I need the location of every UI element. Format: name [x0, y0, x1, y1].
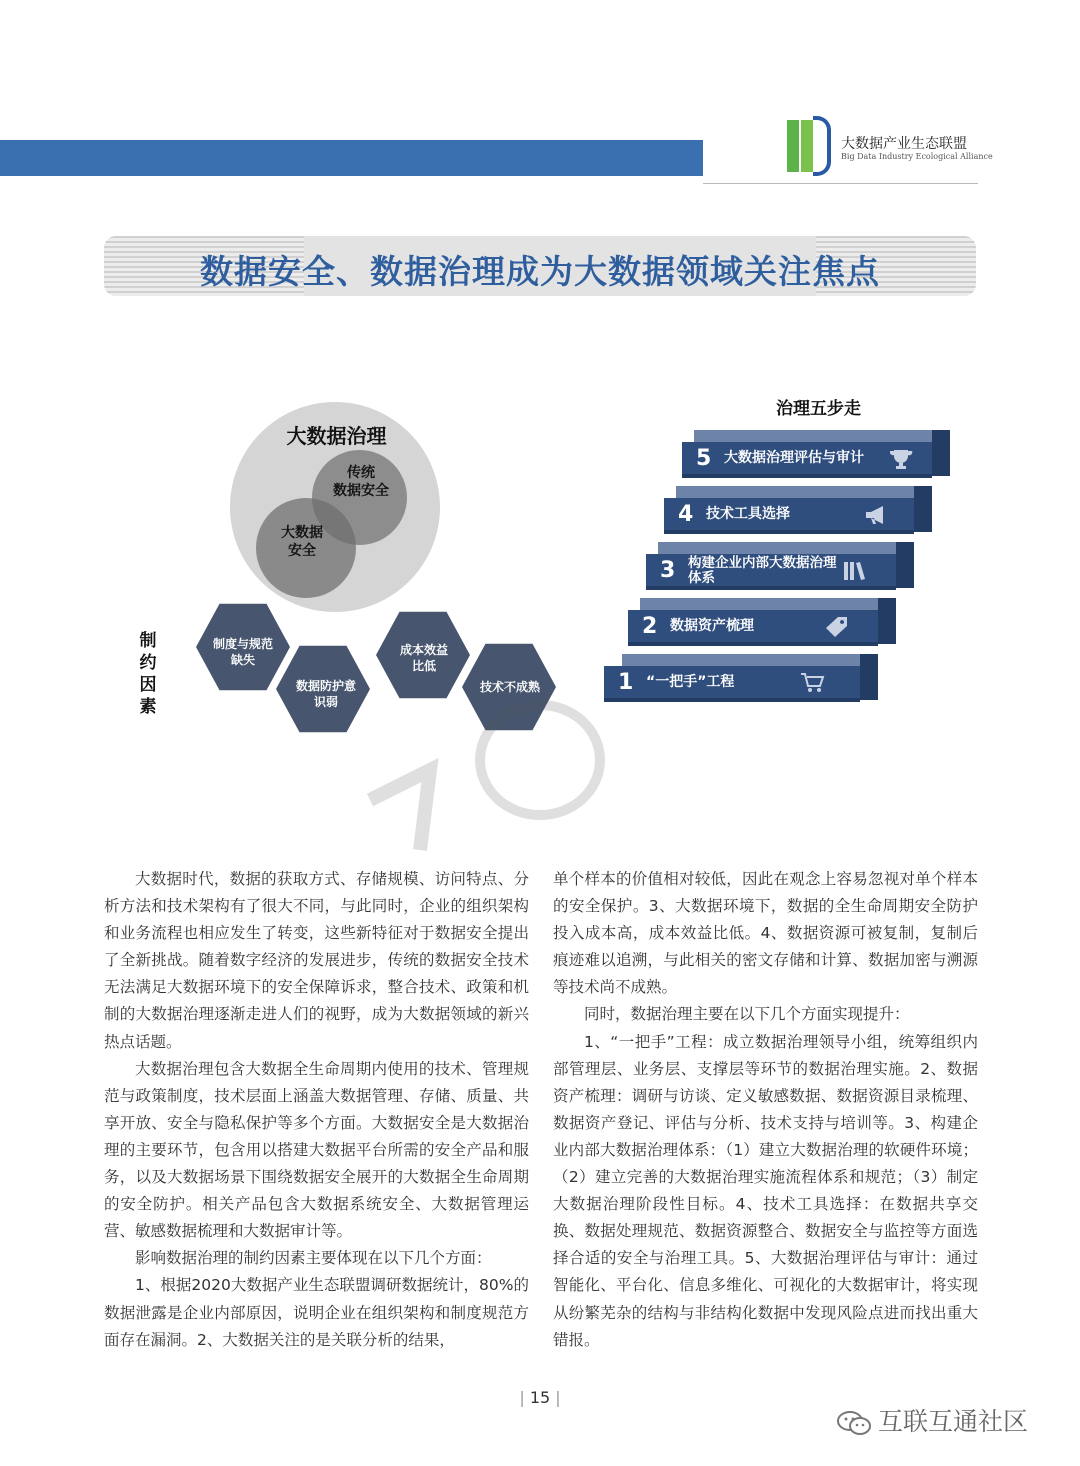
- governance-figure: [104, 380, 976, 750]
- alliance-logo: [787, 116, 993, 178]
- paragraph: 1、根据2020大数据产业生态联盟调研数据统计，80%的数据泄露是企业内部原因，说明企业在组织架构和制度规范方面存在漏洞。2、大数据关注的是关联分析的结果，: [104, 1276, 529, 1349]
- constraint-label-2: 数据防护意识弱: [296, 679, 357, 709]
- step-number: 3: [660, 558, 676, 583]
- paragraph: 影响数据治理的制约因素主要体现在以下几个方面：: [135, 1249, 492, 1268]
- step-label: 构建企业内部大数据治理体系: [688, 555, 837, 586]
- wechat-icon: [836, 1410, 872, 1436]
- step-number: 4: [678, 502, 694, 527]
- paragraph: 1、“一把手”工程：成立数据治理领导小组，统筹组织内部管理层、业务层、支撑层等环节的数据治理实施。2、数据资产梳理：调研与访谈、定义敏感数据、数据资源目录梳理、数据资产登记、评估与分析、技术支持与培训等。3、构建企业内部大数据治理体系：（1）建立大数据治理的软硬件环境；（2）建立完善的大数据治理实施流程体系和规范；（3）制定大数据治理阶段性目标。4、技术工具选择：在数据共享交换、数据处理规范、数据资源整合、数据安全与监控等方面选择合适的安全与治理工具。5、大数据治理评估与审计：通过智能化、平台化、信息多维化、可视化的大数据审计，将实现从纷繁芜杂的结构与非结构化数据中发现风险点进而找出重大错报。: [553, 1032, 978, 1349]
- step-label: 数据资产梳理: [670, 618, 754, 634]
- governance-title: 大数据治理: [286, 424, 387, 448]
- body-left-column: [104, 866, 529, 1354]
- tag-icon: [824, 616, 850, 638]
- wechat-account-name: 互联互通社区: [878, 1407, 1029, 1436]
- paragraph: 大数据时代，数据的获取方式、存储规模、访问特点、分析方法和技术架构有了很大不同，与此同时，企业的组织架构和业务流程也相应发生了转变，这些新特征对于数据安全提出了全新挑战。随着数字经济的发展进步，传统的数据安全技术无法满足大数据环境下的安全保障诉求，整合技术、政策和机制的大数据治理逐渐走进人们的视野，成为大数据领域的新兴热点话题。: [104, 870, 529, 1051]
- step-label: 技术工具选择: [706, 506, 790, 522]
- step-1: [604, 666, 860, 702]
- constraint-label-4: 技术不成熟: [479, 680, 540, 694]
- step-5: [682, 442, 932, 478]
- page-number: | 15 |: [519, 1388, 561, 1407]
- constraint-label-3: 成本效益比低: [399, 643, 448, 673]
- step-number: 2: [642, 614, 658, 639]
- title-banner: [104, 236, 976, 296]
- step-label: “一把手”工程: [646, 674, 735, 690]
- step-label: 大数据治理评估与审计: [724, 450, 864, 466]
- paragraph: 单个样本的价值相对较低，因此在观念上容易忽视对单个样本的安全保护。3、大数据环境下，数据的全生命周期安全防护投入成本高，成本效益比低。4、数据资源可被复制，复制后痕迹难以追溯，与此相关的密文存储和计算、数据加密与溯源等技术尚不成熟。: [553, 870, 978, 997]
- megaphone-icon: [864, 504, 890, 526]
- wechat-watermark: [836, 1402, 1028, 1438]
- header-bar: [0, 140, 703, 176]
- org-name: 大数据产业生态联盟: [841, 136, 967, 152]
- paragraph: 同时，数据治理主要在以下几个方面实现提升：: [584, 1005, 910, 1024]
- step-3: [646, 554, 896, 590]
- page-title: 数据安全、数据治理成为大数据领域关注焦点: [200, 252, 880, 291]
- page-number-value: 15: [529, 1388, 551, 1407]
- body-right-column: [553, 866, 978, 1354]
- constraint-label: 制约因素: [139, 631, 157, 717]
- step-number: 1: [618, 670, 634, 695]
- steps-title: 治理五步走: [776, 399, 861, 419]
- step-2: [628, 610, 878, 646]
- step-number: 5: [696, 446, 712, 471]
- header-rule: [703, 183, 978, 184]
- cart-icon: [800, 672, 826, 694]
- bd-logo-icon: [787, 116, 831, 178]
- traditional-security-label: 传统 数据安全: [333, 465, 389, 499]
- constraint-label-1: 制度与规范缺失: [212, 637, 273, 667]
- trophy-icon: [888, 448, 914, 470]
- paragraph: 大数据治理包含大数据全生命周期内使用的技术、管理规范与政策制度，技术层面上涵盖大数据管理、存储、质量、共享开放、安全与隐私保护等多个方面。大数据安全是大数据治理的主要环节，包含用以搭建大数据平台所需的安全产品和服务，以及大数据场景下围绕数据安全展开的大数据全生命周期的安全防护。相关产品包含大数据系统安全、大数据管理运营、敏感数据梳理和大数据审计等。: [104, 1059, 529, 1241]
- bigdata-security-label: 大数据 安全: [281, 525, 323, 559]
- org-name-en: Big Data Industry Ecological Alliance: [841, 152, 993, 161]
- books-icon: [842, 560, 868, 582]
- step-4: [664, 498, 914, 534]
- watermark-stamp: [360, 700, 620, 860]
